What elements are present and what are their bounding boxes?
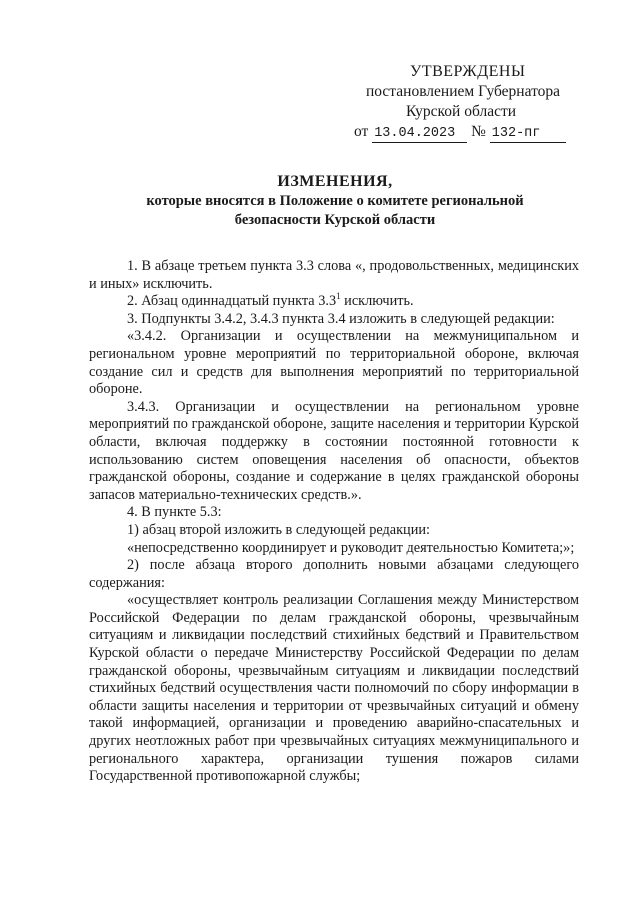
- paragraph-3: 3. Подпункты 3.4.2, 3.4.3 пункта 3.4 изложить в следующей редакции:: [127, 310, 555, 327]
- paragraph-5: 3.4.3. Организации и осуществлении на региональном уровне мероприятий по гражданской обороне, защите населения и территории Курской области, включая поддержку в состоянии постоянной готовности к использованию систем оповещения населения об опасности, объектов гражданской обороны, создание и содержание в целях гражданской обороны запасов материально-технических средств.».: [89, 398, 579, 503]
- paragraph-9: 2) после абзаца второго дополнить новыми абзацами следующего содержания:: [89, 557, 579, 591]
- paragraph-2-superscript: 1: [336, 291, 341, 302]
- approval-date: 13.04.2023: [372, 126, 467, 143]
- paragraph-2-tail: исключить.: [340, 293, 414, 310]
- paragraph-8: «непосредственно координирует и руководит деятельностью Комитета;»;: [127, 539, 575, 556]
- approved-by: постановлением Губернатора: [366, 83, 561, 100]
- paragraph-2-text: 2. Абзац одиннадцатый пункта 3.3: [127, 293, 337, 310]
- approval-number: 132-пг: [490, 126, 567, 143]
- title-subtitle-line1: которые вносятся в Положение о комитете региональной: [146, 193, 524, 209]
- approval-stamp: [354, 62, 594, 143]
- title-subtitle-line2: безопасности Курской области: [234, 212, 436, 228]
- paragraph-1: 1. В абзаце третьем пункта 3.3 слова «, продовольственных, медицинских и иных» исключить.: [89, 258, 579, 292]
- approval-date-number: [354, 122, 594, 143]
- paragraph-6: 4. В пункте 5.3:: [127, 504, 222, 521]
- document-title: [100, 172, 570, 230]
- approved-region: Курской области: [406, 103, 517, 120]
- title-heading: ИЗМЕНЕНИЯ,: [277, 173, 393, 190]
- paragraph-10: «осуществляет контроль реализации Соглашения между Министерством Российской Федерации по делам гражданской обороны, чрезвычайным ситуациям и ликвидации последствий стихийных бедствий и Правительством Курской области о передаче Министерству Российской Федерации по делам гражданской обороны, чрезвычайным ситуациям и ликвидации последствий стихийных бедствий осуществления части полномочий по сбору информации в области защиты населения и территории от чрезвычайных ситуаций и обмену такой информацией, организации и проведению аварийно-спасательных и других неотложных работ при чрезвычайных ситуациях межмуниципального и регионального характера, организации тушения пожаров силами Государственной противопожарной службы;: [89, 592, 579, 785]
- paragraph-4: «3.4.2. Организации и осуществлении на межмуниципальном и региональном уровне мероприятий по территориальной обороне, включая создание сил и средств для выполнения мероприятий по территориальной обороне.: [89, 328, 579, 398]
- paragraph-7: 1) абзац второй изложить в следующей редакции:: [127, 521, 430, 538]
- from-label: от: [354, 123, 369, 140]
- paragraph-2: [89, 293, 579, 311]
- approved-heading: УТВЕРЖДЕНЫ: [410, 63, 526, 80]
- document-body: [89, 258, 579, 786]
- number-label: №: [471, 123, 486, 140]
